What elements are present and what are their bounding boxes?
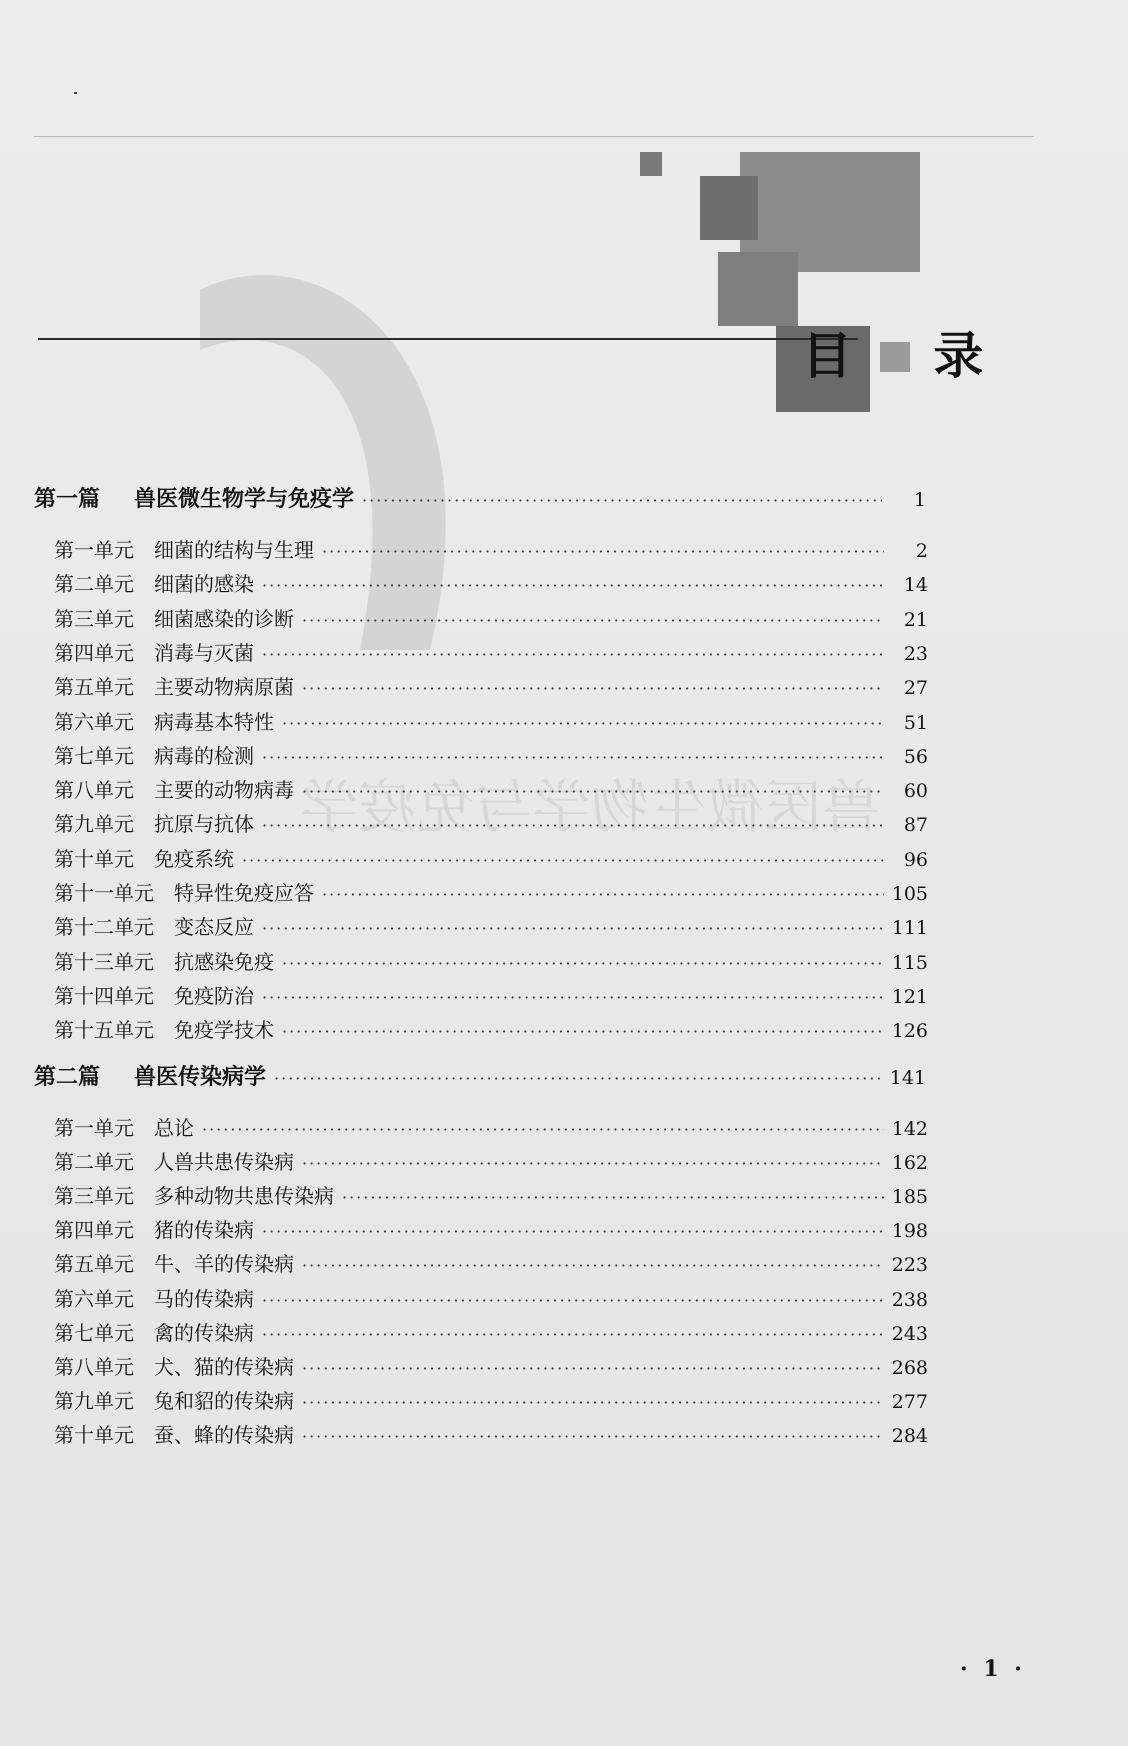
part-title: 兽医微生物学与免疫学 [134,486,355,512]
toc-unit-row[interactable] [54,1214,928,1243]
toc-unit-row[interactable] [54,706,928,735]
toc-unit-row[interactable] [54,1419,928,1448]
unit-number: 第九单元 [54,1389,134,1413]
dot-leader [262,1291,884,1310]
unit-number: 第五单元 [54,675,134,699]
unit-title: 免疫学技术 [174,1018,274,1042]
toc-unit-row[interactable] [54,1351,928,1380]
unit-page-number: 14 [903,574,928,596]
unit-title: 细菌感染的诊断 [154,607,294,631]
unit-title: 多种动物共患传染病 [154,1184,334,1208]
unit-page-number: 51 [903,712,928,734]
dot-leader [302,679,884,698]
unit-number: 第十五单元 [54,1018,154,1042]
print-speck [74,92,77,94]
unit-number: 第一单元 [54,1116,134,1140]
unit-page-number: 268 [891,1357,928,1379]
page-title: 目 录 [802,326,1016,385]
unit-title: 免疫系统 [154,847,234,871]
dot-leader [262,748,884,767]
unit-page-number: 87 [903,814,928,836]
unit-number: 第十单元 [54,847,134,871]
dot-leader [302,1393,884,1412]
unit-number: 第七单元 [54,1321,134,1345]
unit-title: 细菌的结构与生理 [154,538,314,562]
toc-unit-row[interactable] [54,843,928,872]
toc-unit-row[interactable] [54,534,928,563]
dot-leader [262,988,884,1007]
dot-leader [322,542,884,561]
dot-leader [274,1069,882,1088]
toc-unit-row[interactable] [54,1180,928,1209]
dot-leader [302,611,884,630]
unit-page-number: 238 [891,1289,928,1311]
unit-page-number: 277 [891,1391,928,1413]
part-page-number: 141 [889,1067,926,1089]
toc-unit-row[interactable] [54,980,928,1009]
dot-leader [302,782,884,801]
unit-title: 牛、羊的传染病 [154,1252,294,1276]
unit-number: 第六单元 [54,710,134,734]
unit-page-number: 185 [891,1186,928,1208]
toc-unit-row[interactable] [54,637,928,666]
unit-page-number: 142 [891,1118,928,1140]
unit-title: 抗原与抗体 [154,812,254,836]
dot-leader [262,816,884,835]
unit-number: 第十四单元 [54,984,154,1008]
dot-leader [262,576,884,595]
title-rule [38,338,858,340]
unit-page-number: 198 [891,1220,928,1242]
unit-number: 第十单元 [54,1423,134,1447]
toc-unit-row[interactable] [54,1385,928,1414]
toc-unit-row[interactable] [54,946,928,975]
page-number: · 1 · [960,1656,1026,1682]
toc-unit-row[interactable] [54,774,928,803]
unit-number: 第三单元 [54,1184,134,1208]
unit-page-number: 121 [891,986,928,1008]
unit-title: 病毒基本特性 [154,710,274,734]
unit-number: 第十二单元 [54,915,154,939]
unit-number: 第八单元 [54,1355,134,1379]
unit-title: 病毒的检测 [154,744,254,768]
dot-leader [262,645,884,664]
toc-part-row[interactable] [34,482,926,513]
unit-title: 抗感染免疫 [174,950,274,974]
unit-page-number: 105 [891,883,928,905]
unit-number: 第四单元 [54,641,134,665]
unit-page-number: 223 [891,1254,928,1276]
dot-leader [262,1222,884,1241]
dot-leader [202,1120,884,1139]
unit-page-number: 2 [915,540,928,562]
unit-title: 细菌的感染 [154,572,254,596]
unit-number: 第五单元 [54,1252,134,1276]
unit-page-number: 27 [903,677,928,699]
unit-title: 主要动物病原菌 [154,675,294,699]
unit-page-number: 23 [903,643,928,665]
unit-page-number: 96 [903,849,928,871]
toc-unit-row[interactable] [54,1112,928,1141]
toc-unit-row[interactable] [54,740,928,769]
unit-page-number: 21 [903,609,928,631]
unit-page-number: 60 [903,780,928,802]
toc-unit-row[interactable] [54,603,928,632]
toc-unit-row[interactable] [54,671,928,700]
toc-unit-row[interactable] [54,1014,928,1043]
unit-number: 第十三单元 [54,950,154,974]
unit-page-number: 111 [891,917,928,939]
unit-number: 第十一单元 [54,881,154,905]
part-number: 第二篇 [34,1064,101,1090]
unit-number: 第六单元 [54,1287,134,1311]
toc-unit-row[interactable] [54,877,928,906]
unit-title: 兔和貂的传染病 [154,1389,294,1413]
unit-number: 第二单元 [54,572,134,596]
dot-leader [262,1325,884,1344]
unit-page-number: 243 [891,1323,928,1345]
unit-title: 马的传染病 [154,1287,254,1311]
unit-number: 第四单元 [54,1218,134,1242]
decor-square [718,252,798,326]
dot-leader [322,885,884,904]
dot-leader [302,1359,884,1378]
part-number: 第一篇 [34,486,101,512]
unit-number: 第二单元 [54,1150,134,1174]
unit-page-number: 56 [903,746,928,768]
unit-number: 第七单元 [54,744,134,768]
unit-title: 猪的传染病 [154,1218,254,1242]
decor-square [700,176,758,240]
toc-unit-row[interactable] [54,1146,928,1175]
toc-unit-row[interactable] [54,1317,928,1346]
dot-leader [302,1427,884,1446]
unit-title: 消毒与灭菌 [154,641,254,665]
dot-leader [282,1022,884,1041]
toc-unit-row[interactable] [54,808,928,837]
unit-page-number: 162 [891,1152,928,1174]
unit-title: 特异性免疫应答 [174,881,314,905]
unit-title: 变态反应 [174,915,254,939]
unit-number: 第八单元 [54,778,134,802]
unit-title: 人兽共患传染病 [154,1150,294,1174]
header-rule [34,136,1034,137]
dot-leader [242,851,884,870]
toc-unit-row[interactable] [54,568,928,597]
dot-leader [362,491,882,510]
unit-title: 总论 [154,1116,194,1140]
unit-page-number: 284 [891,1425,928,1447]
unit-number: 第三单元 [54,607,134,631]
toc-unit-row[interactable] [54,1248,928,1277]
toc-part-row[interactable] [34,1060,926,1091]
dot-leader [262,919,884,938]
dot-leader [282,714,884,733]
unit-page-number: 126 [891,1020,928,1042]
unit-title: 主要的动物病毒 [154,778,294,802]
unit-page-number: 115 [891,952,928,974]
dot-leader [282,954,884,973]
unit-number: 第一单元 [54,538,134,562]
unit-title: 禽的传染病 [154,1321,254,1345]
toc-unit-row[interactable] [54,911,928,940]
part-title: 兽医传染病学 [134,1064,267,1090]
unit-title: 犬、猫的传染病 [154,1355,294,1379]
toc-unit-row[interactable] [54,1283,928,1312]
show-through-text: 兽医微生物学与免疫学 [300,773,881,841]
part-page-number: 1 [913,489,926,511]
unit-number: 第九单元 [54,812,134,836]
unit-title: 蚕、蜂的传染病 [154,1423,294,1447]
dot-leader [342,1188,884,1207]
dot-leader [302,1154,884,1173]
unit-title: 免疫防治 [174,984,254,1008]
dot-leader [302,1256,884,1275]
decor-square [640,152,662,176]
